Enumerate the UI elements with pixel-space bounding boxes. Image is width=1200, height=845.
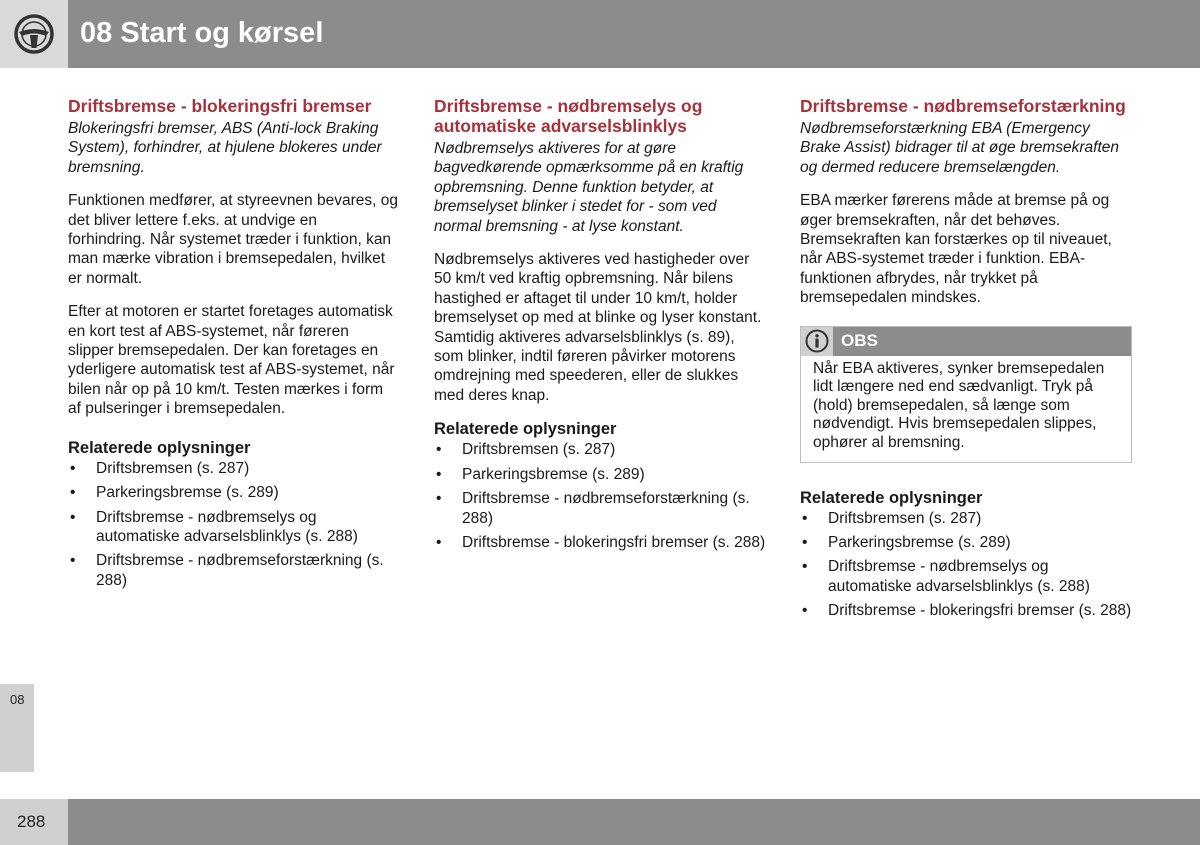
bullet-icon: •	[436, 490, 442, 508]
chapter-tab	[0, 684, 34, 772]
section-intro: Nødbremseforstærkning EBA (Emergency Brake Assist) bidrager til at øge bremsekraften og dermed reducere bremselængden.	[800, 120, 1120, 176]
footer-bar	[68, 799, 1200, 845]
related-item[interactable]	[68, 508, 398, 547]
info-icon	[805, 329, 829, 353]
section-paragraph: EBA mærker førerens måde at bremse på og øger bremsekraften, når det behøves. Bremsekraften kan forstærkes op til niveauet, når ABS-systemet træder i funktion. EBA- funktionen afbrydes, når trykket på bremsepedalen mindskes.	[800, 192, 1112, 307]
related-item-label: Driftsbremse - nødbremselys og automatiske advarselsblinklys (s. 288)	[96, 508, 358, 545]
related-item[interactable]	[68, 551, 398, 590]
section-paragraph: Efter at motoren er startet foretages automatisk en kort test af ABS-systemet, når føreren slipper bremsepedalen. Der kan foretages en yderligere automatisk test af ABS-systemet, når bilen når op på 10 km/t. Testen mærkes i form af pulseringer i bremsepedalen.	[68, 303, 395, 418]
page-title: 08 Start og kørsel	[80, 17, 324, 49]
related-item-label: Driftsbremse - nødbremseforstærkning (s. 288)	[462, 490, 750, 527]
section-paragraph: Funktionen medfører, at styreevnen bevares, og det bliver lettere f.eks. at undvige en forhindring. Når systemet træder i funktion, kan man mærke vibration i bremsepedalen, hvilket er normalt.	[68, 192, 398, 287]
note-icon-cell	[801, 327, 833, 356]
related-heading: Relaterede oplysninger	[68, 438, 251, 457]
bullet-icon: •	[802, 558, 808, 576]
related-item[interactable]	[800, 601, 1134, 620]
section-title: Driftsbremse - nødbremselys og automatiske advarselsblinklys	[434, 96, 703, 136]
bullet-icon: •	[436, 465, 442, 483]
related-item[interactable]	[800, 509, 1134, 528]
bullet-icon: •	[802, 602, 808, 620]
related-list	[68, 459, 398, 590]
related-item-label: Driftsbremse - blokeringsfri bremser (s. 288)	[828, 602, 1132, 620]
bullet-icon: •	[70, 459, 76, 477]
column-emergency-brake-lights	[434, 96, 768, 557]
column-abs	[68, 96, 398, 595]
header-bar	[68, 0, 1200, 68]
related-item-label: Driftsbremse - blokeringsfri bremser (s. 288)	[462, 533, 766, 551]
related-heading: Relaterede oplysninger	[434, 420, 617, 439]
related-list	[434, 440, 768, 552]
related-item-label: Driftsbremsen (s. 287)	[828, 509, 982, 527]
section-title: Driftsbremse - blokeringsfri bremser	[68, 96, 372, 116]
section-paragraph: Nødbremselys aktiveres ved hastigheder over 50 km/t ved kraftig opbremsning. Når bilens hastighed er aftaget til under 10 km/t, holder bremselyset op med at blinke og lyser konstant. Samtidig aktiveres advarselsblinklys (s. 89), som blinker, indtil føreren påvirker motorens omdrejning med speederen, eller de slukkes med deres knap.	[434, 251, 762, 404]
section-intro: Blokeringsfri bremser, ABS (Anti-lock Braking System), forhindrer, at hjulene blokeres under bremsning.	[68, 120, 382, 176]
bullet-icon: •	[70, 508, 76, 526]
page-number: 288	[17, 812, 46, 831]
related-item-label: Parkeringsbremse (s. 289)	[462, 465, 645, 483]
related-item-label: Parkeringsbremse (s. 289)	[96, 484, 279, 502]
section-intro: Nødbremselys aktiveres for at gøre bagvedkørende opmærksomme på en kraftig opbremsning. Denne funktion betyder, at bremselyset blinker i stedet for - som ved normal bremsning - at lyse konstant.	[434, 140, 744, 235]
related-list	[800, 509, 1134, 621]
section-title: Driftsbremse - nødbremseforstærkning	[800, 96, 1126, 116]
chapter-tab-label: 08	[10, 692, 25, 707]
related-item-label: Driftsbremse - nødbremselys og automatiske advarselsblinklys (s. 288)	[828, 558, 1090, 595]
note-text: Når EBA aktiveres, synker bremsepedalen lidt længere ned end sædvanligt. Tryk på (hold) bremsepedalen, så længe som nødvendigt. Hvis bremsepedalen slippes, ophører al bremsning.	[813, 359, 1105, 452]
related-item-label: Driftsbremse - nødbremseforstærkning (s. 288)	[96, 552, 384, 589]
related-item-label: Parkeringsbremse (s. 289)	[828, 534, 1011, 552]
steering-wheel-icon	[13, 13, 55, 55]
bullet-icon: •	[70, 484, 76, 502]
related-item[interactable]	[800, 557, 1134, 596]
related-item[interactable]	[434, 489, 768, 528]
bullet-icon: •	[436, 441, 442, 459]
note-box	[800, 326, 1132, 463]
note-label: OBS	[841, 330, 878, 350]
related-item-label: Driftsbremsen (s. 287)	[462, 441, 616, 459]
related-item-label: Driftsbremsen (s. 287)	[96, 459, 250, 477]
header-icon-box	[0, 0, 68, 68]
related-item[interactable]	[434, 465, 768, 484]
bullet-icon: •	[70, 552, 76, 570]
related-item[interactable]	[68, 459, 398, 478]
related-item[interactable]	[800, 533, 1134, 552]
related-item[interactable]	[434, 440, 768, 459]
footer-page-box	[0, 799, 68, 845]
column-eba	[800, 96, 1134, 626]
note-header	[801, 327, 1131, 356]
bullet-icon: •	[802, 509, 808, 527]
related-heading: Relaterede oplysninger	[800, 488, 983, 507]
related-item[interactable]	[434, 533, 768, 552]
bullet-icon: •	[802, 534, 808, 552]
bullet-icon: •	[436, 533, 442, 551]
related-item[interactable]	[68, 483, 398, 502]
